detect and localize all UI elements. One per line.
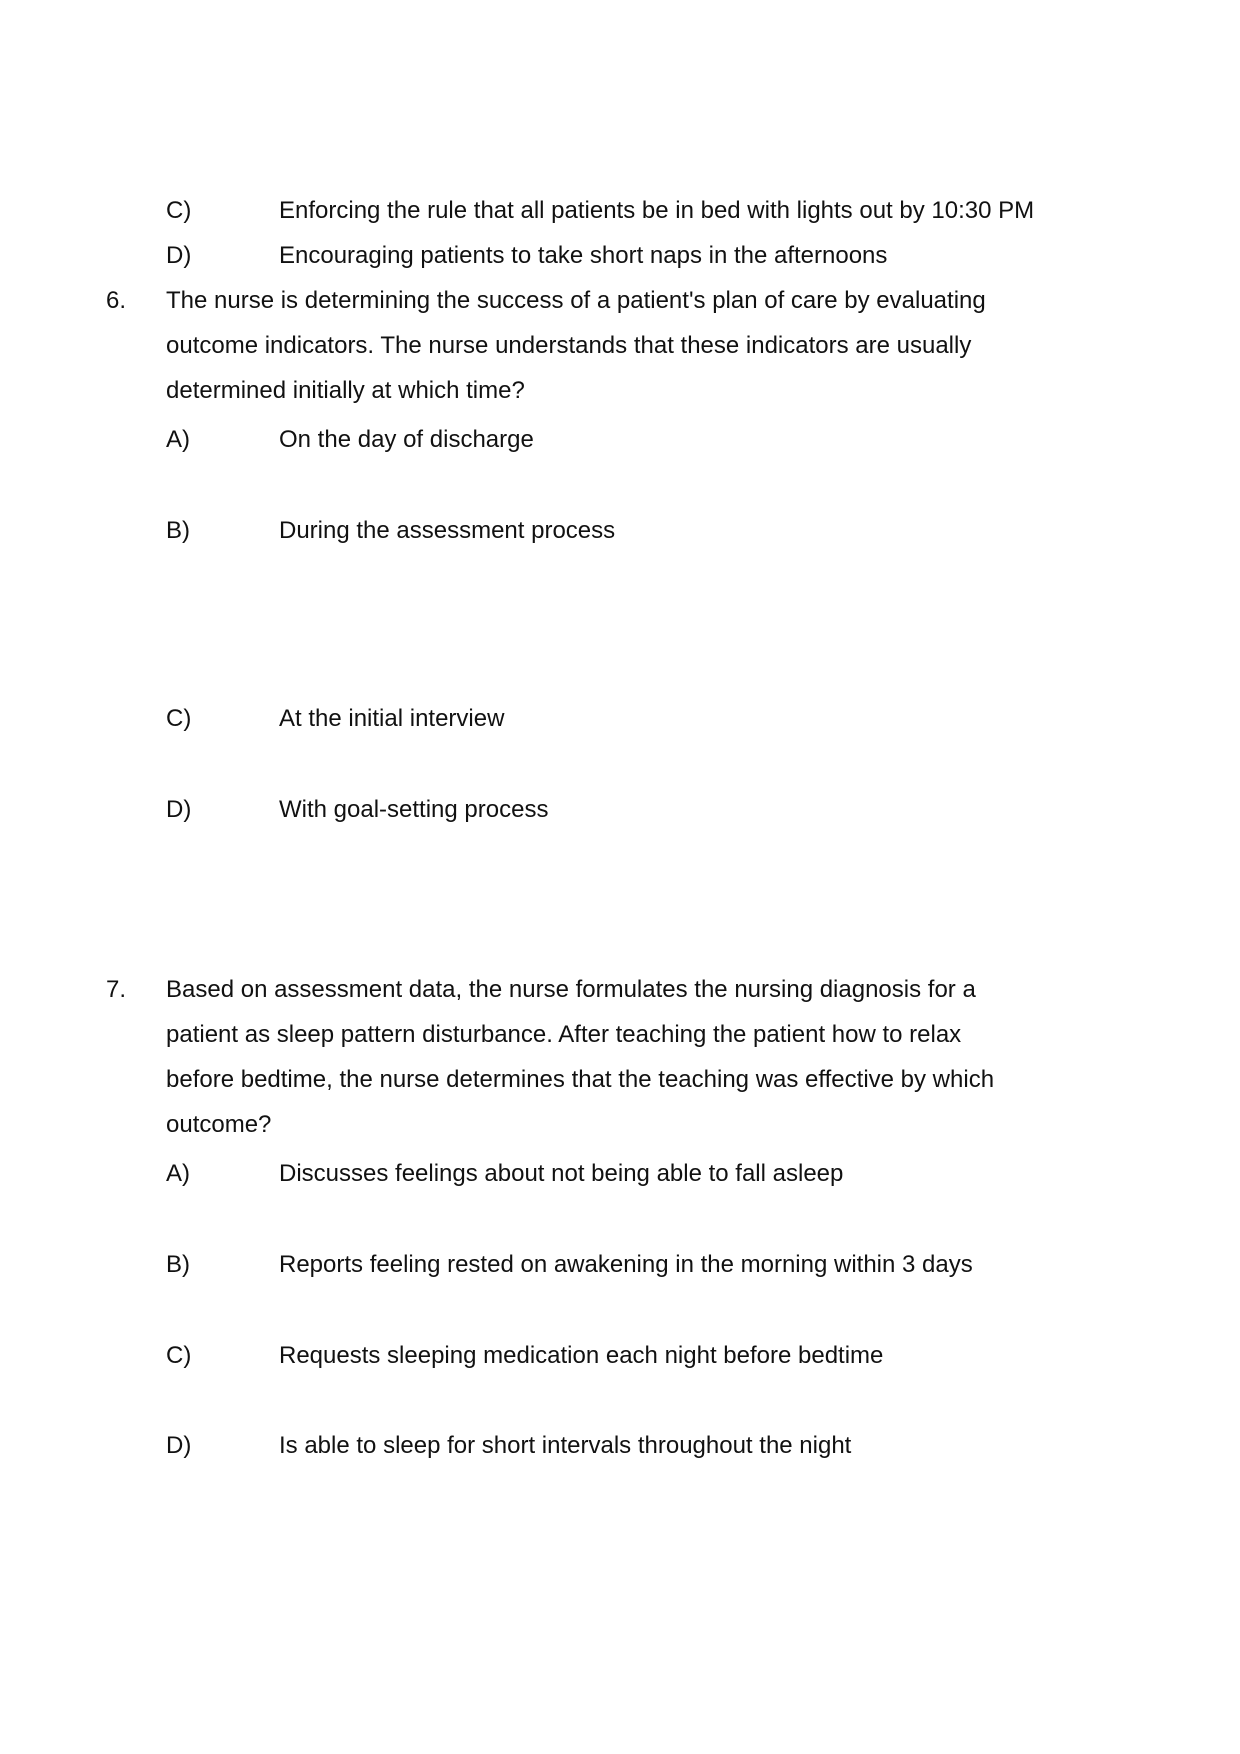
question-stem-line: outcome? (166, 1111, 272, 1138)
question-stem-line: outcome indicators. The nurse understands that these indicators are usually (166, 332, 972, 359)
question-stem-line: before bedtime, the nurse determines that the teaching was effective by which (166, 1066, 995, 1093)
option-text: Encouraging patients to take short naps in the afternoons (279, 242, 888, 269)
question-stem-line: determined initially at which time? (166, 377, 525, 404)
question-number: 6. (106, 287, 127, 314)
question-stem-line: The nurse is determining the success of a patient's plan of care by evaluating (166, 287, 986, 314)
option-text: During the assessment process (279, 517, 616, 544)
option-text: With goal-setting process (279, 796, 549, 823)
option-label: B) (166, 517, 190, 544)
option-text: Reports feeling rested on awakening in the morning within 3 days (279, 1251, 973, 1278)
option-text: At the initial interview (279, 705, 505, 732)
option-label: A) (166, 1160, 190, 1187)
option-label: A) (166, 426, 190, 453)
option-text: Requests sleeping medication each night before bedtime (279, 1342, 884, 1369)
option-label: B) (166, 1251, 190, 1278)
option-text: On the day of discharge (279, 426, 534, 453)
option-label: C) (166, 197, 192, 224)
option-label: D) (166, 1432, 192, 1459)
option-label: C) (166, 1342, 192, 1369)
option-label: D) (166, 796, 192, 823)
question-stem-line: patient as sleep pattern disturbance. After teaching the patient how to relax (166, 1021, 962, 1048)
question-stem-line: Based on assessment data, the nurse formulates the nursing diagnosis for a (166, 976, 976, 1003)
option-text: Discusses feelings about not being able to fall asleep (279, 1160, 844, 1187)
option-text: Is able to sleep for short intervals throughout the night (279, 1432, 852, 1459)
question-number: 7. (106, 976, 127, 1003)
option-text: Enforcing the rule that all patients be in bed with lights out by 10:30 PM (279, 197, 1035, 224)
option-label: C) (166, 705, 192, 732)
option-label: D) (166, 242, 192, 269)
